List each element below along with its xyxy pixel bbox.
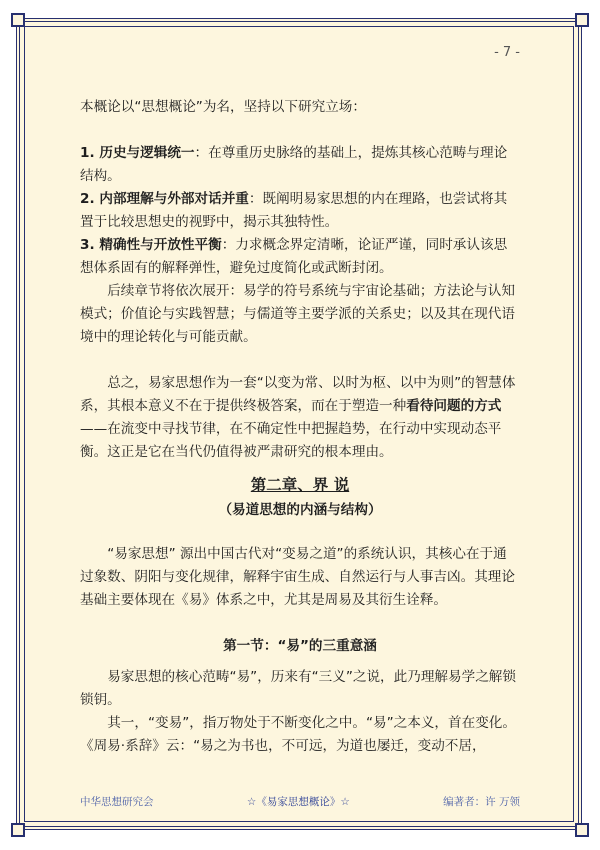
chapter-subtitle: （易道思想的内涵与结构） [218,502,382,518]
frame-corner-ornament [11,13,25,27]
followup-paragraph: 后续章节将依次展开：易学的符号系统与宇宙论基础；方法论与认知模式；价值论与实践智慧；与儒道等主要学派的关系史；以及其在现代语境中的理论转化与可能贡献。 [80,283,515,345]
point-3 [80,234,520,280]
section-paragraph-1: 易家思想的核心范畴“易”，历来有“三义”之说，此乃理解易学之解锁锁钥。 [80,669,516,708]
point-2-label: 2. 内部理解与外部对话并重 [80,191,249,207]
intro-paragraph: 本概论以“思想概论”为名，坚持以下研究立场： [80,99,366,115]
conclusion-text-1: 总之，易家思想作为一套“以变为常、以时为枢、以中为则”的智慧体系，其根本意义不在于提供终极答案，而在于塑造一种 [80,375,516,414]
page-footer [80,794,520,809]
chapter-intro-paragraph: “易家思想” 源出中国古代对“变易之道”的系统认识，其核心在于通过象数、阴阳与变化规律，解释宇宙生成、自然运行与人事吉凶。其理论基础主要体现在《易》体系之中，尤其是周易及其衍生诠释。 [80,546,515,608]
point-1-text: ：在尊重历史脉络的基础上，提炼其核心范畴与理论结构。 [80,145,508,184]
page-content [80,96,520,758]
conclusion-paragraph [80,372,520,464]
page-number: - 7 - [494,45,520,60]
point-3-label: 3. 精确性与开放性平衡 [80,237,222,253]
point-2-text: ：既阐明易家思想的内在理路，也尝试将其置于比较思想史的视野中，揭示其独特性。 [80,191,508,230]
conclusion-emphasis: 看待问题的方式 [406,398,502,414]
point-3-text: ：力求概念界定清晰，论证严谨，同时承认该思想体系固有的解释弹性，避免过度简化或武断封闭。 [80,237,508,276]
footer-book-title: ☆《易家思想概论》☆ [246,796,350,808]
section-title: 第一节：“易”的三重意涵 [223,638,377,654]
section-paragraph-2: 其一，“变易”，指万物处于不断变化之中。“易”之本义，首在变化。《周易·系辞》云：“易之为书也，不可远，为道也屡迁，变动不居， [80,715,516,754]
footer-editor: 编著者：许 万领 [443,796,520,808]
point-1 [80,142,520,188]
chapter-title: 第二章、界 说 [250,476,350,494]
frame-corner-ornament [575,13,589,27]
footer-organization: 中华思想研究会 [80,796,154,808]
point-2 [80,188,520,234]
frame-corner-ornament [11,823,25,837]
frame-corner-ornament [575,823,589,837]
conclusion-text-2: ——在流变中寻找节律，在不确定性中把握趋势，在行动中实现动态平衡。这正是它在当代仍值得被严肃研究的根本理由。 [80,421,502,460]
point-1-label: 1. 历史与逻辑统一 [80,145,195,161]
